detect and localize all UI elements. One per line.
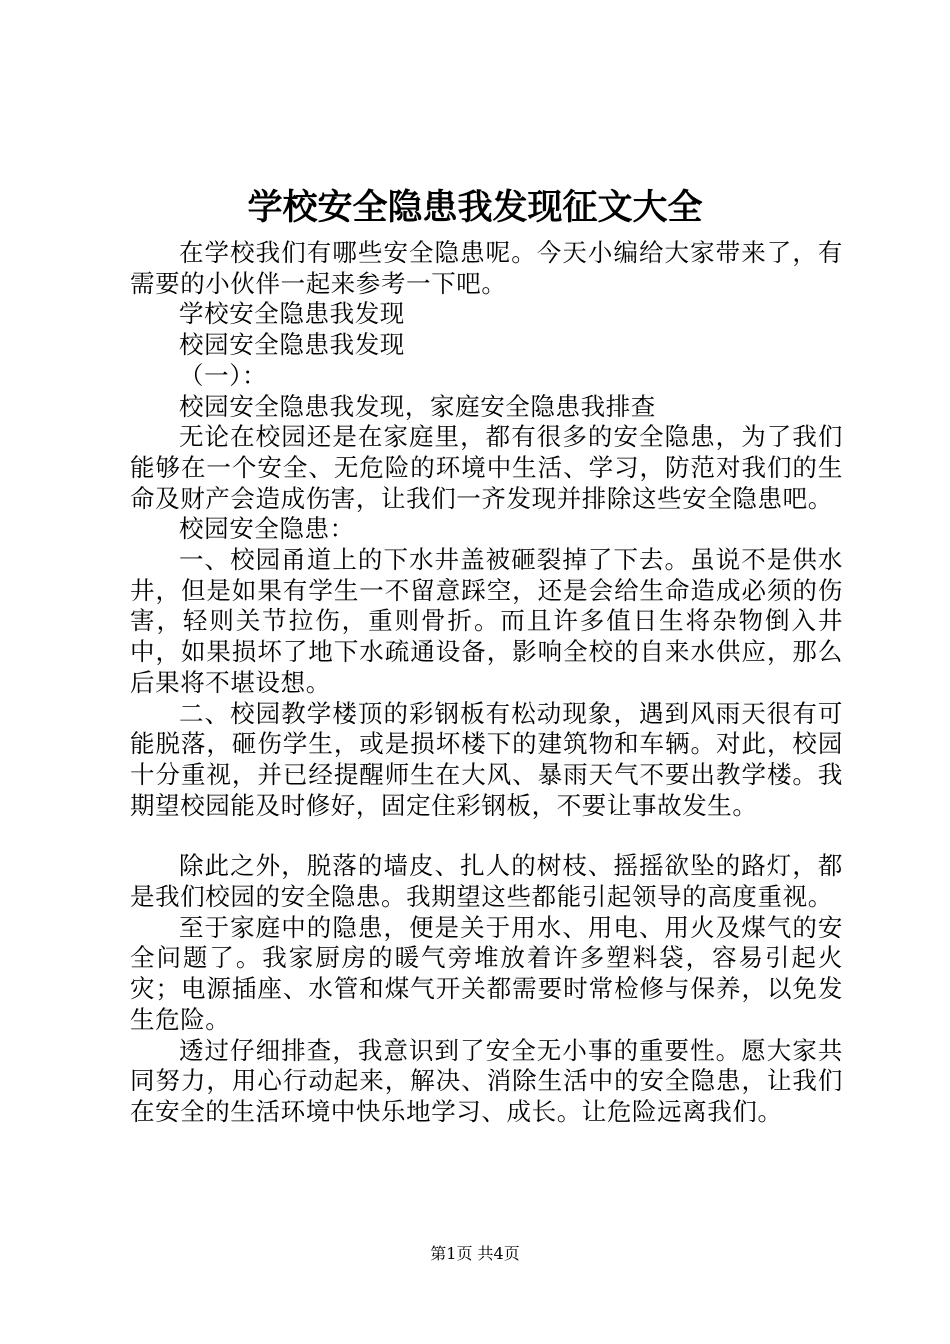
paragraph-intro: 在学校我们有哪些安全隐患呢。今天小编给大家带来了，有需要的小伙伴一起来参考一下吧。: [130, 238, 843, 298]
paragraph-home-hazards: 至于家庭中的隐患，便是关于用水、用电、用火及煤气的安全问题了。我家厨房的暖气旁堆放着许多塑料袋，容易引起火灾；电源插座、水管和煤气开关都需要时常检修与保养，以免发生危险。: [130, 912, 843, 1034]
paragraph-hazard-one: 一、校园甬道上的下水井盖被砸裂掉了下去。虽说不是供水井，但是如果有学生一不留意踩空，还是会给生命造成必须的伤害，轻则关节拉伤，重则骨折。而且许多值日生将杂物倒入井中，如果损坏了地下水疏通设备，影响全校的自来水供应，那么后果将不堪设想。: [130, 545, 843, 697]
paragraph-heading-campus: 校园安全隐患我发现: [179, 330, 405, 360]
page-number-footer: 第1页 共4页: [430, 1244, 520, 1263]
paragraph-section-one: （一）：: [179, 360, 268, 390]
paragraph-other-hazards: 除此之外，脱落的墙皮、扎人的树枝、摇摇欲坠的路灯，都是我们校园的安全隐患。我期望这些都能引起领导的高度重视。: [130, 851, 843, 912]
paragraph-conclusion: 透过仔细排查，我意识到了安全无小事的重要性。愿大家共同努力，用心行动起来，解决、消除生活中的安全隐患，让我们在安全的生活环境中快乐地学习、成长。让危险远离我们。: [130, 1035, 843, 1126]
document-title: 学校安全隐患我发现征文大全: [247, 187, 703, 228]
paragraph-subtitle: 校园安全隐患我发现，家庭安全隐患我排查: [179, 391, 656, 421]
paragraph-campus-hazards-label: 校园安全隐患：: [179, 514, 355, 544]
paragraph-hazard-two: 二、校园教学楼顶的彩钢板有松动现象，遇到风雨天很有可能脱落，砸伤学生，或是损坏楼下的建筑物和车辆。对此，校园十分重视，并已经提醒师生在大风、暴雨天气不要出教学楼。我期望校园能及时修好，固定住彩钢板，不要让事故发生。: [130, 698, 843, 820]
paragraph-heading-school: 学校安全隐患我发现: [179, 299, 405, 329]
paragraph-opening: 无论在校园还是在家庭里，都有很多的安全隐患，为了我们能够在一个安全、无危险的环境中生活、学习，防范对我们的生命及财产会造成伤害，让我们一齐发现并排除这些安全隐患吧。: [130, 422, 843, 513]
document-body: [130, 238, 843, 1128]
